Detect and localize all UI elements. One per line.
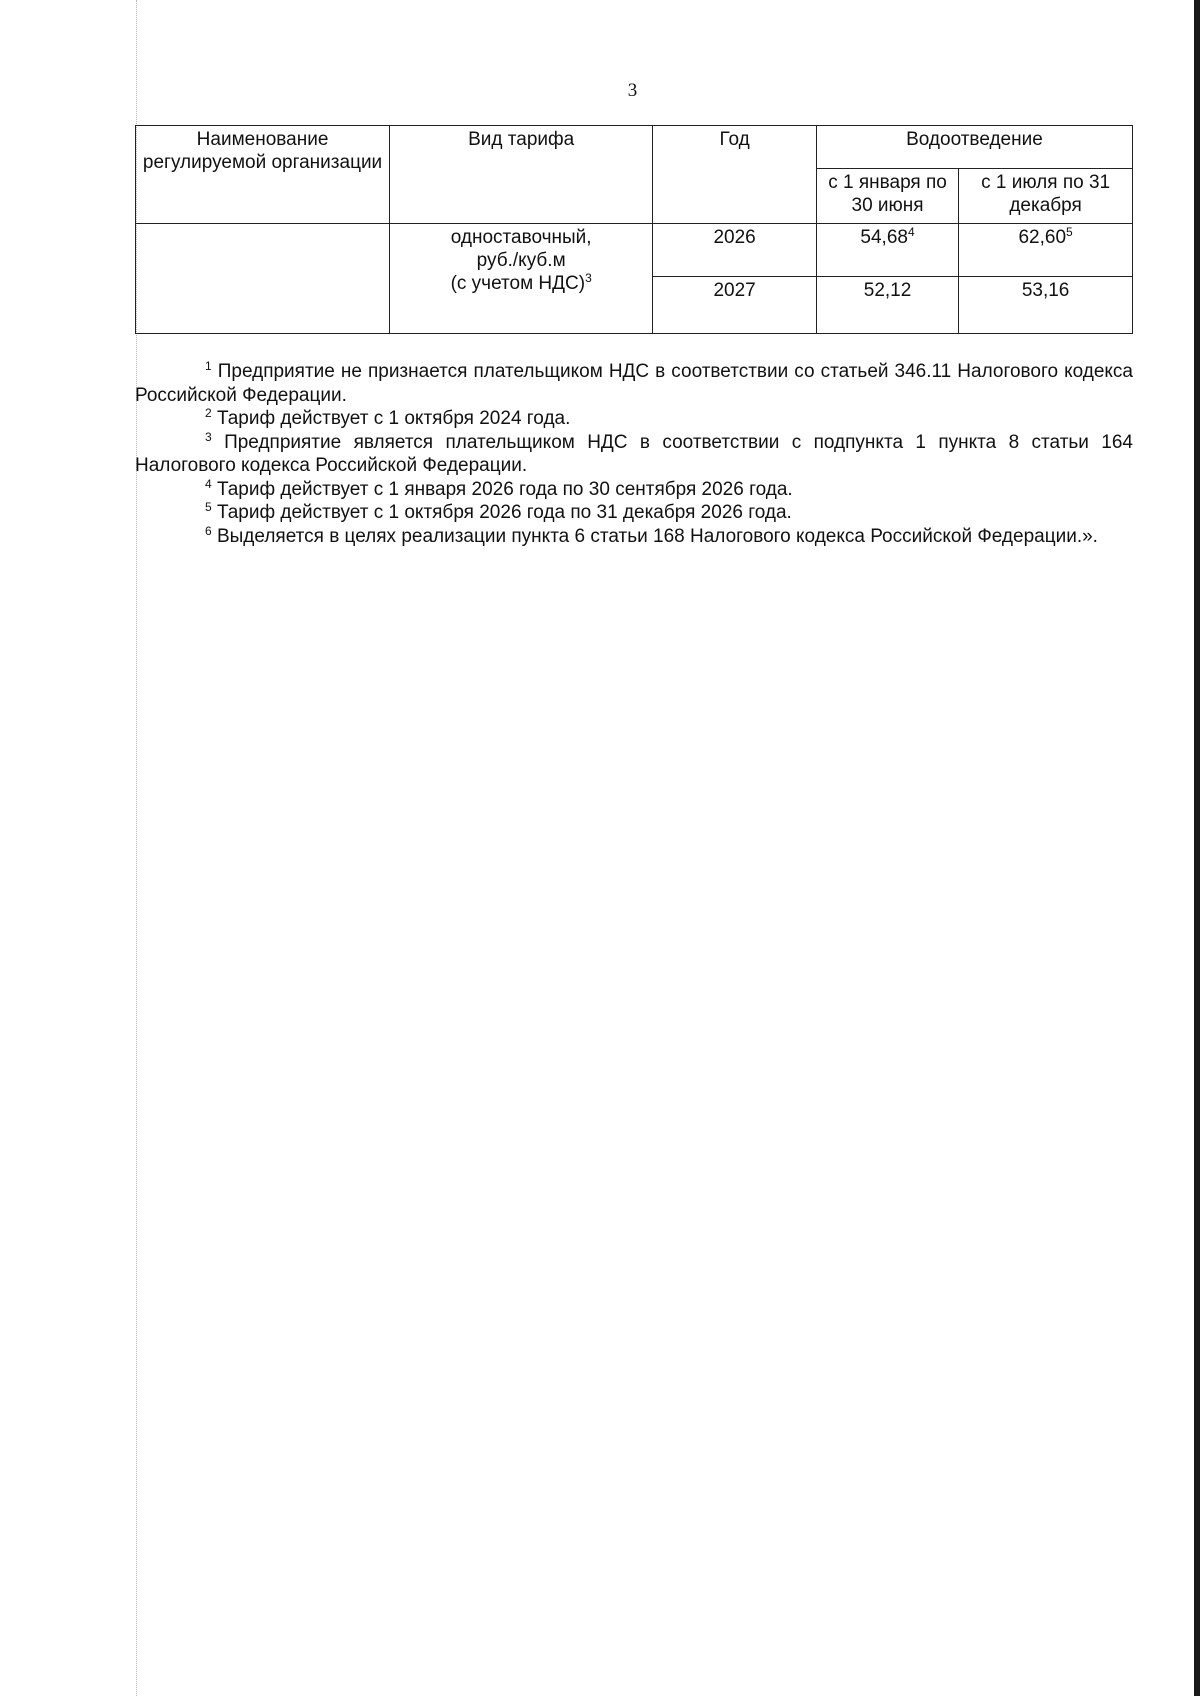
footnote-ref: 5	[1066, 225, 1073, 239]
footnote-text: Выделяется в целях реализации пункта 6 статьи 168 Налогового кодекса Российской Федерации.».	[216, 525, 1098, 547]
footnotes	[135, 360, 1133, 548]
header-service: Водоотведение	[816, 126, 1132, 169]
value: 62,60	[1018, 227, 1067, 248]
footnote-mark: 6	[205, 523, 212, 538]
footnote	[135, 360, 1133, 407]
footnote-mark: 5	[205, 500, 212, 514]
footnote-mark: 2	[205, 406, 212, 420]
footnote-ref: 4	[907, 225, 915, 239]
header-period2: с 1 июля по 31 декабря	[959, 169, 1133, 224]
tariff-type-line1: одноставочный,	[450, 227, 592, 248]
footnote-ref: 3	[585, 271, 592, 285]
table-header-row	[136, 126, 1133, 169]
footnote-mark: 3	[205, 429, 212, 444]
header-period1: с 1 января по 30 июня	[816, 169, 958, 224]
footnote-mark: 4	[205, 476, 212, 491]
footnote-text: Предприятие не признается плательщиком НДС в соответствии со статьей 346.11 Налогового кодекса Российской Федерации.	[135, 361, 1134, 406]
footnote	[135, 525, 1133, 549]
footnote-mark: 1	[205, 359, 212, 373]
page-number: 3	[627, 80, 638, 101]
table-row	[136, 224, 1133, 277]
footnote	[135, 478, 1133, 502]
period1-cell	[816, 224, 958, 277]
header-tariff-type: Вид тарифа	[390, 126, 653, 224]
period2-cell	[959, 224, 1133, 277]
value: 53,16	[1021, 280, 1070, 301]
year-cell: 2026	[653, 224, 817, 277]
value: 54,68	[860, 227, 908, 248]
footnote	[135, 431, 1133, 478]
tariff-type-cell	[390, 224, 653, 334]
footnote	[135, 501, 1133, 525]
org-name-cell	[136, 224, 390, 334]
period2-cell	[959, 277, 1133, 334]
year-cell: 2027	[653, 277, 817, 334]
tariff-table	[135, 125, 1133, 334]
tariff-type-line2: руб./куб.м	[476, 250, 566, 271]
tariff-type-line3: (с учетом НДС)	[450, 273, 586, 294]
footnote-text: Предприятие является плательщиком НДС в соответствии с подпункта 1 пункта 8 статьи 164 Налогового кодекса Российской Федерации.	[135, 431, 1133, 476]
scan-edge-shadow	[1194, 0, 1200, 1696]
period1-cell	[816, 277, 958, 334]
header-org-name: Наименование регулируемой организации	[136, 126, 390, 224]
footnote-text: Тариф действует с 1 октября 2024 года.	[216, 408, 571, 429]
footnote-text: Тариф действует с 1 октября 2026 года по 31 декабря 2026 года.	[216, 502, 792, 523]
footnote-text: Тариф действует с 1 января 2026 года по 30 сентября 2026 года.	[216, 478, 793, 500]
header-year: Год	[653, 126, 817, 224]
value: 52,12	[863, 280, 912, 301]
footnote	[135, 407, 1133, 431]
